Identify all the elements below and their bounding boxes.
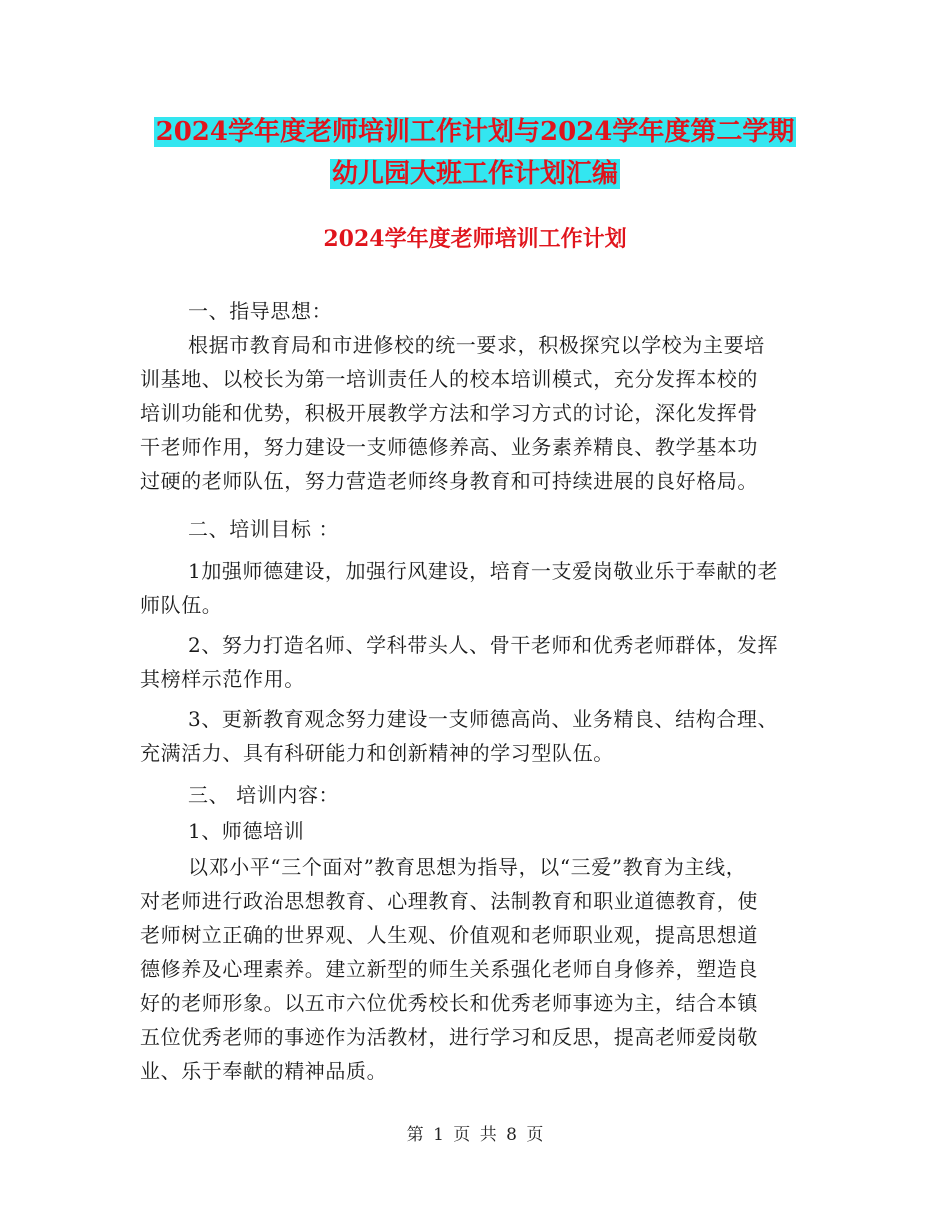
paragraph-line: 师队伍。	[140, 593, 223, 617]
subheading-ethics-training: 1、师德培训	[188, 819, 305, 843]
paragraph-line: 以邓小平“三个面对”教育思想为指导，以“三爱”教育为主线，	[188, 855, 747, 879]
paragraph-line: 3、更新教育观念努力建设一支师德高尚、业务精良、结构合理、	[188, 707, 779, 731]
paragraph-line: 业、乐于奉献的精神品质。	[140, 1059, 388, 1083]
paragraph-line: 其榜样示范作用。	[140, 667, 305, 691]
title-highlight-1: 2024学年度老师培训工作计划与2024学年度第二学期	[155, 117, 795, 147]
paragraph-line: 训基地、以校长为第一培训责任人的校本培训模式，充分发挥本校的	[140, 367, 758, 391]
paragraph-line: 过硬的老师队伍，努力营造老师终身教育和可持续进展的良好格局。	[140, 469, 758, 493]
paragraph-line: 德修养及心理素养。建立新型的师生关系强化老师自身修养，塑造良	[140, 957, 758, 981]
paragraph-line: 培训功能和优势，积极开展教学方法和学习方式的讨论，深化发挥骨	[140, 401, 758, 425]
document-title-line-2	[0, 154, 950, 194]
heading-training-goals: 二、培训目标 ：	[188, 517, 340, 541]
heading-training-content: 三、 培训内容：	[188, 783, 340, 807]
paragraph-line: 2、努力打造名师、学科带头人、骨干老师和优秀老师群体，发挥	[188, 633, 779, 657]
paragraph-line: 老师树立正确的世界观、人生观、价值观和老师职业观，提高思想道	[140, 923, 758, 947]
paragraph-line: 根据市教育局和市进修校的统一要求，积极探究以学校为主要培	[188, 333, 765, 357]
title-highlight-2: 幼儿园大班工作计划汇编	[331, 159, 618, 189]
section-title: 2024学年度老师培训工作计划	[323, 226, 627, 252]
paragraph-line: 1加强师德建设，加强行风建设，培育一支爱岗敬业乐于奉献的老	[188, 559, 779, 583]
heading-guiding-ideology: 一、指导思想：	[188, 299, 333, 323]
paragraph-line: 五位优秀老师的事迹作为活教材，进行学习和反思，提高老师爱岗敬	[140, 1025, 758, 1049]
document-title-line-1	[0, 112, 950, 152]
paragraph-line: 干老师作用，努力建设一支师德修养高、业务素养精良、教学基本功	[140, 435, 758, 459]
paragraph-line: 充满活力、具有科研能力和创新精神的学习型队伍。	[140, 741, 614, 765]
paragraph-line: 好的老师形象。以五市六位优秀校长和优秀老师事迹为主，结合本镇	[140, 991, 758, 1015]
paragraph-line: 对老师进行政治思想教育、心理教育、法制教育和职业道德教育，使	[140, 889, 758, 913]
page-footer: 第 1 页 共 8 页	[406, 1125, 544, 1145]
